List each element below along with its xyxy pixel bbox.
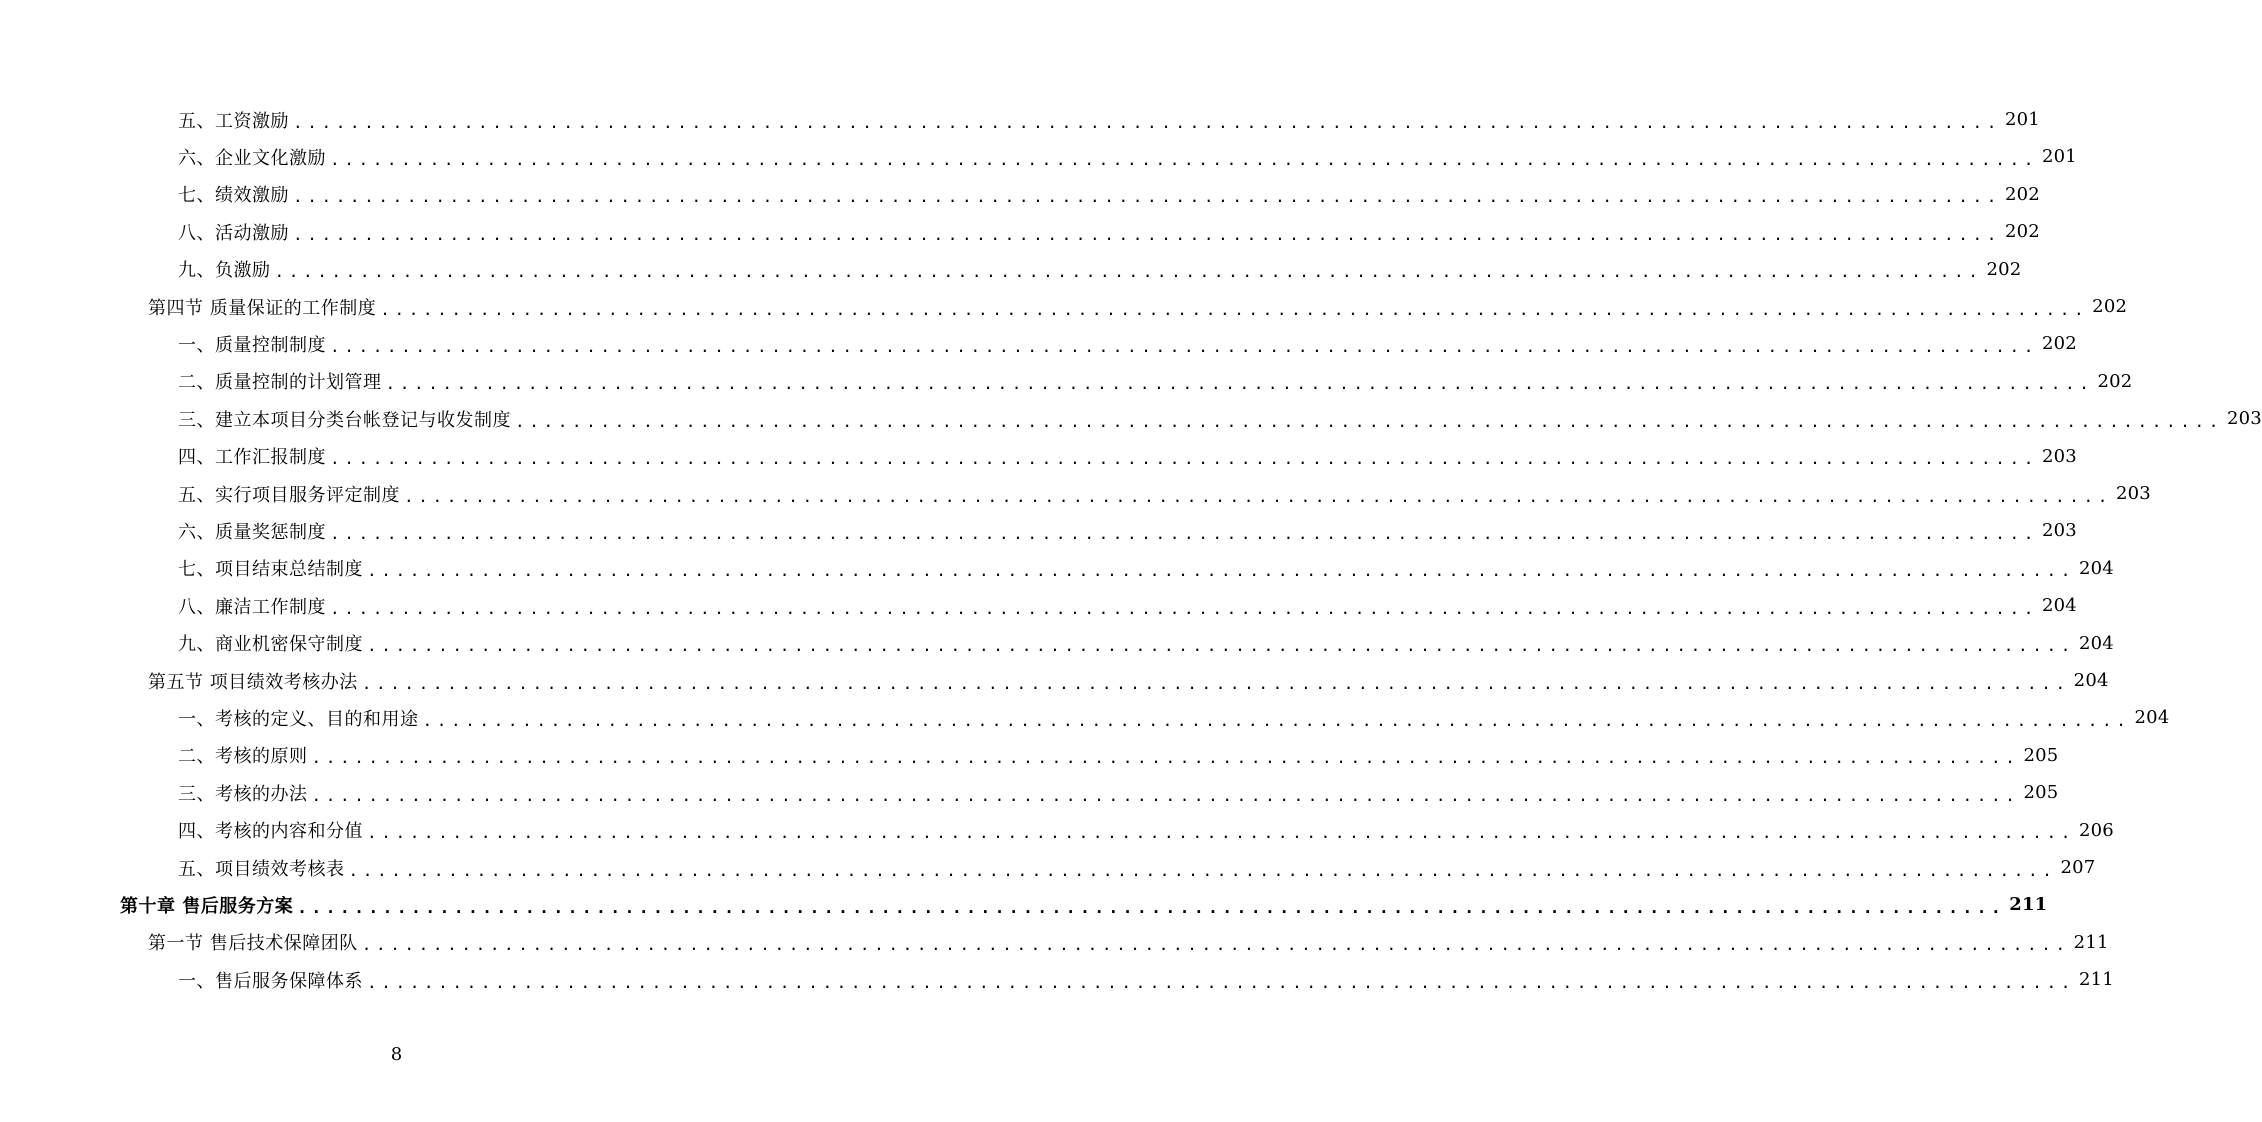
- toc-entry-label: 六、质量奖惩制度: [178, 521, 326, 543]
- toc-entry-item: [178, 699, 2170, 736]
- toc-entry-page: 204: [2041, 595, 2077, 617]
- toc-entry-label: 八、活动激励: [178, 222, 289, 244]
- toc-leader-dots: ........................................................................................................................: [361, 673, 2070, 693]
- toc-entry-item: [178, 251, 2022, 288]
- toc-leader-dots: ........................................................................................................................: [330, 336, 2038, 356]
- toc-entry-label: 一、质量控制制度: [178, 334, 326, 356]
- toc-entry-page: 201: [2041, 146, 2077, 168]
- toc-leader-dots: ........................................................................................................................: [367, 561, 2075, 581]
- toc-leader-dots: ........................................................................................................................: [404, 486, 2112, 506]
- toc-entry-page: 206: [2078, 819, 2114, 841]
- toc-entry-label: 第十章 售后服务方案: [120, 895, 294, 917]
- toc-entry-item: [178, 438, 2077, 475]
- toc-entry-item: [178, 138, 2077, 175]
- toc-entry-label: 一、售后服务保障体系: [178, 970, 363, 992]
- toc-entry-page: 204: [2078, 557, 2114, 579]
- toc-leader-dots: ........................................................................................................................: [293, 112, 2001, 132]
- toc-entry-page: 205: [2023, 744, 2059, 766]
- toc-entry-item: [178, 101, 2040, 138]
- toc-entry-item: [178, 961, 2114, 998]
- toc-entry-page: 211: [2078, 969, 2114, 991]
- toc-entry-label: 三、建立本项目分类台帐登记与收发制度: [178, 409, 511, 431]
- toc-entry-section: [148, 288, 2128, 325]
- toc-entry-item: [178, 512, 2077, 549]
- toc-entry-item: [178, 363, 2133, 400]
- toc-entry-label: 七、项目结束总结制度: [178, 559, 363, 581]
- toc-entry-label: 五、工资激励: [178, 110, 289, 132]
- toc-leader-dots: ........................................................................................................................: [515, 411, 2223, 431]
- toc-entry-item: [178, 213, 2040, 250]
- toc-leader-dots: ........................................................................................................................: [422, 710, 2131, 730]
- toc-entry-page: 211: [2009, 894, 2048, 916]
- toc-leader-dots: ........................................................................................................................: [293, 187, 2001, 207]
- toc-entry-item: [178, 812, 2114, 849]
- toc-entry-page: 204: [2134, 707, 2170, 729]
- toc-leader-dots: ........................................................................................................................: [330, 449, 2038, 469]
- toc-entry-page: 204: [2078, 632, 2114, 654]
- toc-entry-label: 二、考核的原则: [178, 746, 308, 768]
- toc-leader-dots: ........................................................................................................................: [311, 748, 2020, 768]
- toc-entry-label: 九、商业机密保守制度: [178, 634, 363, 656]
- toc-entry-page: 203: [2226, 408, 2262, 430]
- toc-entry-page: 202: [2097, 370, 2133, 392]
- toc-entry-label: 四、考核的内容和分值: [178, 821, 363, 843]
- toc-entry-page: 207: [2060, 857, 2096, 878]
- toc-entry-item: [178, 325, 2077, 362]
- toc-entry-label: 第五节 项目绩效考核办法: [148, 671, 358, 693]
- toc-entry-page: 203: [2115, 483, 2151, 504]
- toc-leader-dots: ........................................................................................................................: [385, 374, 2094, 394]
- toc-entry-item: [178, 587, 2077, 624]
- toc-entry-label: 三、考核的办法: [178, 783, 308, 805]
- toc-entry-page: 202: [2092, 296, 2128, 317]
- toc-leader-dots: ........................................................................................................................: [367, 972, 2075, 992]
- toc-entry-page: 205: [2023, 782, 2059, 804]
- toc-entry-label: 七、绩效激励: [178, 185, 289, 207]
- page-number: 8: [390, 1044, 403, 1065]
- toc-entry-section: [148, 662, 2109, 699]
- toc-leader-dots: ........................................................................................................................: [311, 785, 2020, 805]
- toc-entry-item: [178, 475, 2151, 512]
- toc-entry-item: [178, 176, 2040, 213]
- toc-entry-label: 八、廉洁工作制度: [178, 596, 326, 618]
- toc-entry-chapter: [120, 886, 2048, 923]
- toc-entry-label: 五、项目绩效考核表: [178, 858, 345, 880]
- toc-leader-dots: ........................................................................................................................: [293, 224, 2001, 244]
- toc-leader-dots: ........................................................................................................................: [380, 299, 2089, 319]
- toc-entry-page: 202: [2041, 333, 2077, 355]
- toc-leader-dots: ........................................................................................................................: [367, 636, 2075, 656]
- toc-entry-item: [178, 400, 2262, 437]
- toc-entry-page: 204: [2073, 670, 2109, 691]
- toc-leader-dots: ........................................................................................................................: [361, 935, 2070, 955]
- toc-leader-dots: ........................................................................................................................: [330, 523, 2038, 543]
- toc-entry-page: 202: [1986, 258, 2022, 280]
- toc-entry-section: [148, 924, 2109, 961]
- toc-leader-dots: ........................................................................................................................: [367, 823, 2075, 843]
- toc-entry-label: 四、工作汇报制度: [178, 447, 326, 469]
- toc-entry-page: 201: [2004, 109, 2040, 130]
- toc-entry-label: 六、企业文化激励: [178, 147, 326, 169]
- toc-entry-label: 第一节 售后技术保障团队: [148, 933, 358, 955]
- toc-entry-page: 203: [2041, 520, 2077, 542]
- toc-entry-label: 第四节 质量保证的工作制度: [148, 297, 377, 319]
- toc-entry-page: 211: [2073, 931, 2109, 953]
- toc-entry-label: 五、实行项目服务评定制度: [178, 484, 400, 506]
- toc-entry-item: [178, 550, 2114, 587]
- toc-leader-dots: ........................................................................................................................: [297, 897, 2006, 917]
- toc-entry-page: 202: [2004, 221, 2040, 243]
- toc-entry-item: [178, 774, 2059, 811]
- toc-entry-item: [178, 737, 2059, 774]
- toc-entry-label: 二、质量控制的计划管理: [178, 372, 382, 394]
- toc-leader-dots: ........................................................................................................................: [330, 598, 2038, 618]
- toc-entry-page: 202: [2004, 183, 2040, 205]
- toc-leader-dots: ........................................................................................................................: [274, 262, 1983, 282]
- toc-entry-item: [178, 849, 2096, 886]
- toc-entry-label: 九、负激励: [178, 260, 271, 282]
- toc-entry-label: 一、考核的定义、目的和用途: [178, 708, 419, 730]
- toc-leader-dots: ........................................................................................................................: [330, 149, 2038, 169]
- toc-entry-item: [178, 625, 2114, 662]
- toc-entry-page: 203: [2041, 445, 2077, 467]
- toc-leader-dots: ........................................................................................................................: [348, 860, 2057, 880]
